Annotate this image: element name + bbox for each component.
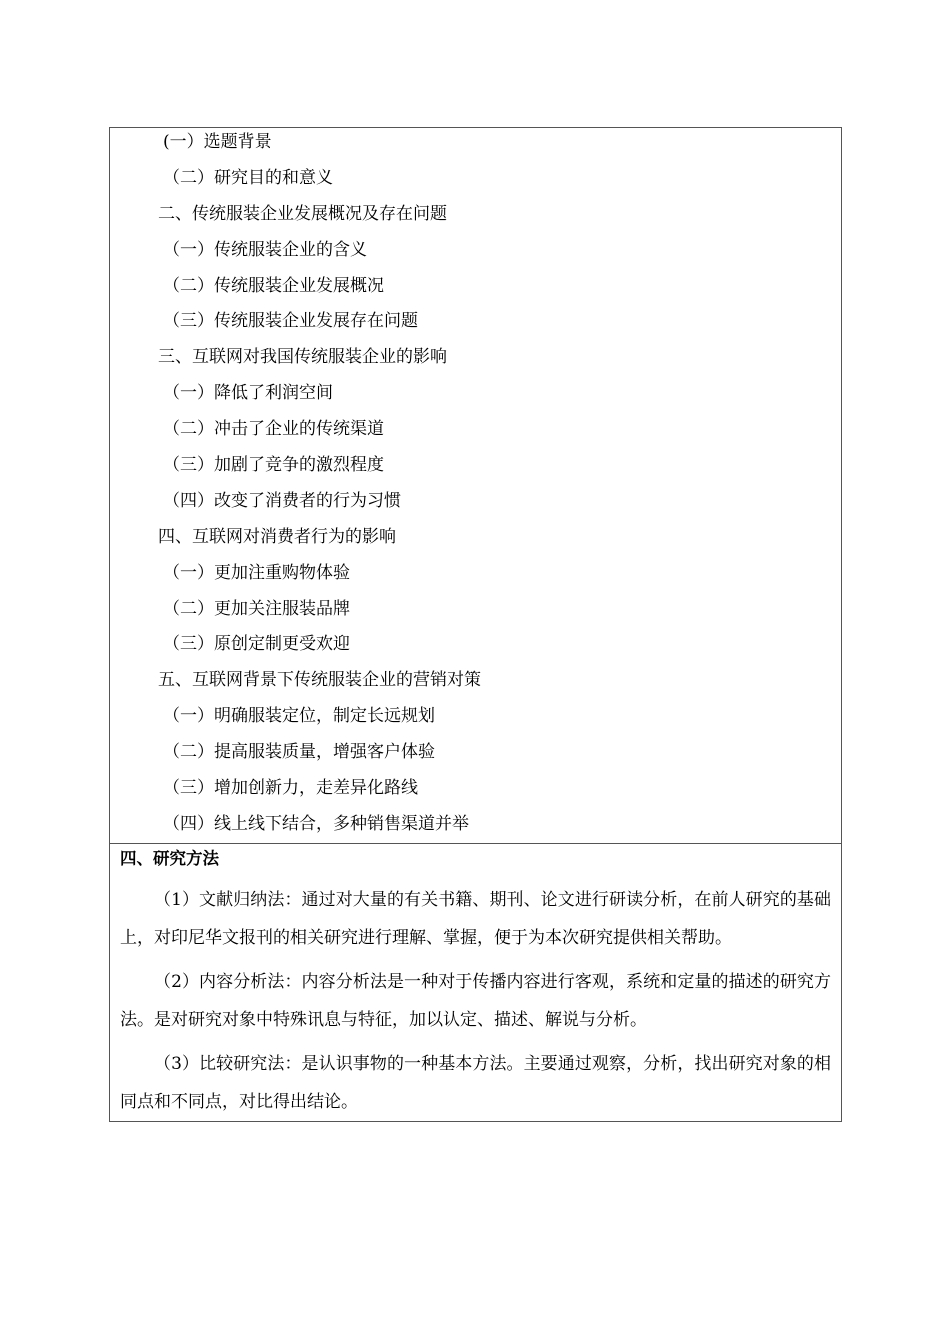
outline-item: （二）冲击了企业的传统渠道 xyxy=(163,419,384,440)
method-paragraph: （2）内容分析法：内容分析法是一种对于传播内容进行客观，系统和定量的描述的研究方法。是对研究对象中特殊讯息与特征，加以认定、描述、解说与分析。 xyxy=(120,972,831,1030)
methods-cell xyxy=(110,844,841,1121)
outline-item: （一）更加注重购物体验 xyxy=(163,562,350,583)
outline-item: （一）传统服装企业的含义 xyxy=(163,239,367,260)
outline-item: (一）选题背景 xyxy=(163,132,272,152)
method-paragraph: （3）比较研究法：是认识事物的一种基本方法。主要通过观察，分析，找出研究对象的相同点和不同点，对比得出结论。 xyxy=(120,1054,831,1112)
proposal-table xyxy=(109,127,842,1122)
outline-section: 五、互联网背景下传统服装企业的营销对策 xyxy=(158,670,481,691)
outline-cell xyxy=(110,128,841,844)
outline-item: （三）增加创新力，走差异化路线 xyxy=(163,778,418,799)
method-paragraph: （1）文献归纳法：通过对大量的有关书籍、期刊、论文进行研读分析，在前人研究的基础上，对印尼华文报刊的相关研究进行理解、掌握，便于为本次研究提供相关帮助。 xyxy=(120,890,831,948)
outline-item: （二）研究目的和意义 xyxy=(163,167,333,188)
outline-item: （三）加剧了竞争的激烈程度 xyxy=(163,455,384,476)
outline-section: 二、传统服装企业发展概况及存在问题 xyxy=(158,203,447,224)
methods-heading: 四、研究方法 xyxy=(120,849,219,868)
outline-item: （一）明确服装定位，制定长远规划 xyxy=(163,706,435,727)
outline-item: （二）传统服装企业发展概况 xyxy=(163,275,384,296)
outline-item: （二）提高服装质量，增强客户体验 xyxy=(163,742,435,763)
outline-item: （四）改变了消费者的行为习惯 xyxy=(163,490,401,511)
outline-item: （二）更加关注服装品牌 xyxy=(163,598,350,619)
outline-item: （一）降低了利润空间 xyxy=(163,383,333,404)
outline-section: 三、互联网对我国传统服装企业的影响 xyxy=(158,347,447,368)
outline-section: 四、互联网对消费者行为的影响 xyxy=(158,526,396,547)
outline-item: （三）传统服装企业发展存在问题 xyxy=(163,311,418,332)
outline-item: （四）线上线下结合，多种销售渠道并举 xyxy=(163,813,469,834)
outline-item: （三）原创定制更受欢迎 xyxy=(163,634,350,655)
